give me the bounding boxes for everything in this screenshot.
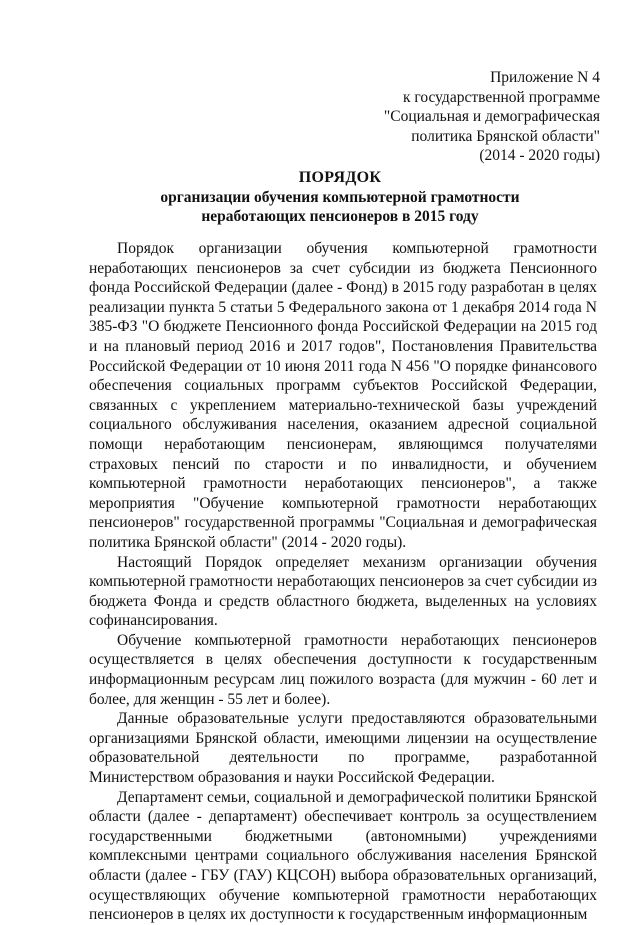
appendix-line-3: "Социальная и демографическая [383, 108, 600, 125]
paragraph: Департамент семьи, социальной и демографической политики Брянской области (далее - департамент) обеспечивает контроль за осуществлением государственными бюджетными (автономными) учреждениями комплексными центрами социального обслуживания населения Брянской области (далее - ГБУ (ГАУ) КЦСОН) выбора образовательных организаций, осуществляющих обучение компьютерной грамотности неработающих пенсионеров в целях их доступности к государственным информационным [89, 788, 597, 924]
paragraph: Обучение компьютерной грамотности неработающих пенсионеров осуществляется в целях обеспечения доступности к государственным информационным ресурсам лиц пожилого возраста (для мужчин - 60 лет и более, для женщин - 55 лет и более). [89, 631, 597, 708]
paragraph: Данные образовательные услуги предоставляются образовательными организациями Брянской области, имеющими лицензии на осуществление образовательной деятельности по программе, разработанной Министерством образования и науки Российской Федерации. [89, 710, 597, 787]
appendix-line-4: политика Брянской области" [411, 127, 600, 145]
title-line-2: организации обучения компьютерной грамотности [160, 188, 520, 206]
paragraph: Порядок организации обучения компьютерной грамотности неработающих пенсионеров за счет субсидии из бюджета Пенсионного фонда Российской Федерации (далее - Фонд) в 2015 году разработан в целях реализации пункта 5 статьи 5 Федерального закона от 1 декабря 2014 года N 385-ФЗ "О бюджете Пенсионного фонда Российской Федерации на 2015 год и на плановый период 2016 и 2017 годов", Постановления Правительства Российской Федерации от 10 июня 2011 года N 456 "О порядке финансового обеспечения социальных программ субъектов Российской Федерации, связанных с укреплением материально-технической базы учреждений социального обслуживания населения, оказанием адресной социальной помощи неработающим пенсионерам, являющимся получателями страховых пенсий по старости и по инвалидности, и обучением компьютерной грамотности неработающих пенсионеров", а также мероприятия "Обучение компьютерной грамотности неработающих пенсионеров" государственной программы "Социальная и демографическая политика Брянской области" (2014 - 2020 годы). [89, 240, 597, 551]
appendix-header [300, 68, 600, 166]
document-body [89, 239, 597, 925]
document-title [90, 168, 590, 227]
paragraph: Настоящий Порядок определяет механизм организации обучения компьютерной грамотности неработающих пенсионеров за счет субсидии из бюджета Фонда и средств областного бюджета, выделенных на условиях софинансирования. [89, 553, 597, 630]
title-line-1: ПОРЯДОК [298, 169, 382, 186]
appendix-line-1: Приложение N 4 [490, 69, 600, 86]
appendix-line-2: к государственной программе [402, 88, 600, 106]
title-line-3: неработающих пенсионеров в 2015 году [201, 208, 479, 225]
appendix-line-5: (2014 - 2020 годы) [479, 147, 600, 164]
